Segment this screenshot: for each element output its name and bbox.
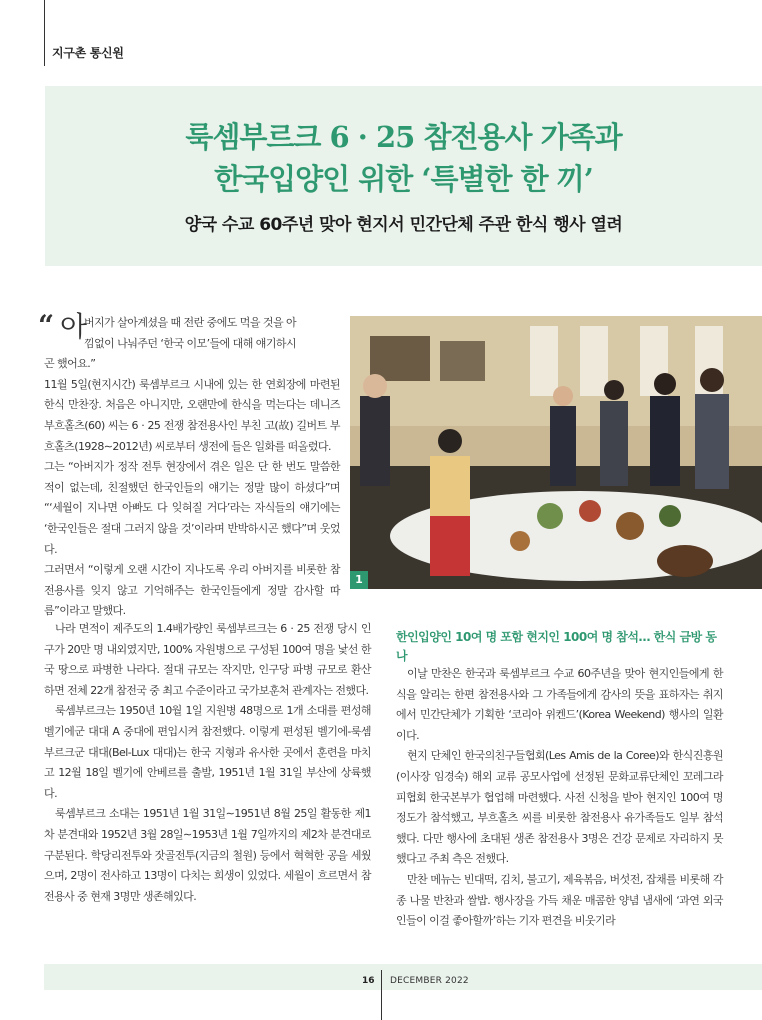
paragraph: 만찬 메뉴는 빈대떡, 김치, 불고기, 제육볶음, 버섯전, 잡채를 비롯해 각종 나물 반찬과 쌀밥. 행사장을 가득 채운 매콤한 양념 냄새에 ‘과연 외국인들이 이걸 좋아할까’하는 기자 편견을 비웃기라: [396, 872, 723, 928]
lead-line-3: 곤 했어요.”: [44, 357, 96, 371]
paragraph: 이날 만찬은 한국과 룩셈부르크 수교 60주년을 맞아 현지인들에게 한식을 알리는 한편 참전용사와 그 가족들에게 감사의 뜻을 표하자는 취지에서 민간단체가 기획한 ‘코리아 위켄드’(Korea Weekend) 행사의 일환이다.: [396, 667, 723, 742]
headline-line-1: 룩셈부르크 6 · 25 참전용사 가족과: [185, 120, 622, 154]
section-label: 지구촌 통신원: [52, 46, 124, 60]
quote-mark: “: [38, 309, 55, 342]
paragraph: 나라 면적이 제주도의 1.4배가량인 룩셈부르크는 6 · 25 전쟁 당시 인구가 20만 명 내외였지만, 100% 자원병으로 구성된 100여 명을 낯선 한국 땅으로 파병한 나라다. 절대 규모는 작지만, 인구당 파병 규모로 환산하면 전체 22개 참전국 중 최고 수준이라고 국가보훈처 관계자는 전했다.: [44, 622, 371, 697]
footer-divider: [381, 970, 382, 1020]
page-number: 16: [362, 976, 375, 986]
headline-box: [45, 86, 762, 266]
paragraph: 그는 “아버지가 정작 전투 현장에서 겪은 일은 단 한 번도 말씀한 적이 없는데, 친절했던 한국인들의 얘기는 정말 많이 하셨다”며 “‘세월이 지나면 아빠도 다 잊혀질 거다’라는 자식들의 얘기에는 ‘한국인들은 절대 그러지 않을 것’이라며 반박하시곤 했다”며 웃었다.: [44, 460, 340, 556]
subtitle: 양국 수교 60주년 맞아 현지서 민간단체 주관 한식 행사 열려: [184, 215, 623, 235]
paragraph: 룩셈부르크는 1950년 10월 1일 지원병 48명으로 1개 소대를 편성해 벨기에군 대대 A 중대에 편입시켜 참전했다. 이렇게 편성된 벨기에-룩셈부르크군 대대(Bel-Lux 대대)는 한국 지형과 유사한 곳에서 훈련을 마치고 12월 18일 벨기에 안베르를 출발, 1951년 1월 31일 부산에 상륙했다.: [44, 704, 371, 800]
issue-date: DECEMBER 2022: [390, 976, 469, 986]
lead-line-1: 버지가 살아계셨을 때 전란 중에도 먹을 것을 아: [84, 316, 297, 329]
event-photo: [350, 316, 762, 589]
headline-line-2: 한국입양인 위한 ‘특별한 한 끼’: [214, 162, 593, 196]
left-bottom-column: [44, 619, 371, 907]
headline: [45, 116, 762, 200]
photo-number: 1: [350, 571, 368, 589]
left-top-column: [44, 310, 340, 622]
top-rule: [44, 0, 45, 66]
right-column: [396, 664, 723, 932]
paragraph: 룩셈부르크 소대는 1951년 1월 31일∼1951년 8월 25일 활동한 제1차 분견대와 1952년 3월 28일∼1953년 1월 7일까지의 제2차 분견대로 구분된다. 학당리전투와 잣골전투(지금의 철원) 등에서 혁혁한 공을 세웠으며, 2명이 전사하고 13명이 다치는 희생이 있었다. 세월이 흐르면서 참전용사 중 현재 3명만 생존해있다.: [44, 807, 371, 903]
paragraph: 현지 단체인 한국의친구들협회(Les Amis de la Coree)와 한식진흥원(이사장 임경숙) 해외 교류 공모사업에 선정된 문화교류단체인 꼬레그라피협회 한국본부가 협업해 마련했다. 사전 신청을 받아 현지인 100여 명 정도가 참석했고, 부흐홀츠 씨를 비롯한 참전용사 유가족들도 일부 참석했다. 다만 행사에 초대된 생존 참전용사 3명은 건강 문제로 자리하지 못했다고 주최 측은 전했다.: [396, 749, 723, 866]
paragraph: 그러면서 “이렇게 오랜 시간이 지나도록 우리 아버지를 비롯한 참전용사를 잊지 않고 기억해주는 한국인들에게 정말 감사할 따름”이라고 말했다.: [44, 563, 340, 618]
photo-illustration: [350, 316, 762, 589]
dropcap: 아: [60, 310, 88, 343]
paragraph: 11월 5일(현지시간) 룩셈부르크 시내에 있는 한 연회장에 마련된 한식 만찬장. 처음은 아니지만, 오랜만에 한식을 먹는다는 데니즈 부흐홀츠(60) 씨는 6 · 25 전쟁 참전용사인 부친 고(故) 길버트 부흐홀츠(1928∼2012년) 씨로부터 생전에 들은 일화를 떠올렸다.: [44, 377, 340, 453]
section-heading: 한인입양인 10여 명 포함 현지인 100여 명 참석… 한식 금방 동나: [396, 630, 717, 663]
lead-line-2: 낌없이 나눠주던 ‘한국 이모’들에 대해 얘기하시: [84, 336, 297, 350]
